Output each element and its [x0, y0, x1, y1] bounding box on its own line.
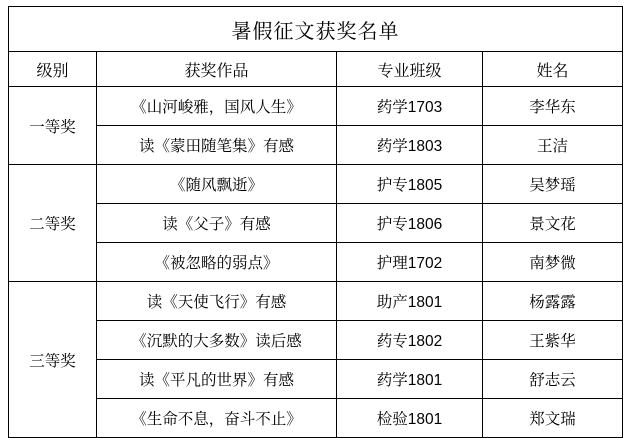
class-name: 助产1801	[337, 282, 483, 321]
table-row	[9, 321, 623, 360]
page-title: 暑假征文获奖名单	[9, 7, 623, 52]
column-header-class: 专业班级	[337, 52, 483, 87]
work-title: 《生命不息，奋斗不止》	[97, 399, 337, 438]
table-row	[9, 126, 623, 165]
work-title: 《随风飘逝》	[97, 165, 337, 204]
award-level-first: 一等奖	[9, 87, 97, 165]
work-title: 读《天使飞行》有感	[97, 282, 337, 321]
column-header-level: 级别	[9, 52, 97, 87]
work-title: 读《父子》有感	[97, 204, 337, 243]
award-level-second: 二等奖	[9, 165, 97, 282]
class-name: 药学1803	[337, 126, 483, 165]
table-row	[9, 360, 623, 399]
table-row	[9, 282, 623, 321]
column-header-work: 获奖作品	[97, 52, 337, 87]
student-name: 舒志云	[483, 360, 623, 399]
class-name: 护专1806	[337, 204, 483, 243]
class-name: 药专1802	[337, 321, 483, 360]
class-name: 护理1702	[337, 243, 483, 282]
student-name: 李华东	[483, 87, 623, 126]
class-name: 检验1801	[337, 399, 483, 438]
table-row	[9, 243, 623, 282]
student-name: 王洁	[483, 126, 623, 165]
student-name: 杨露露	[483, 282, 623, 321]
class-name: 护专1805	[337, 165, 483, 204]
work-title: 《沉默的大多数》读后感	[97, 321, 337, 360]
column-header-name: 姓名	[483, 52, 623, 87]
work-title: 读《平凡的世界》有感	[97, 360, 337, 399]
table-row	[9, 87, 623, 126]
class-name: 药学1801	[337, 360, 483, 399]
table-title-row	[9, 7, 623, 52]
work-title: 《被忽略的弱点》	[97, 243, 337, 282]
table-row	[9, 165, 623, 204]
student-name: 王紫华	[483, 321, 623, 360]
student-name: 郑文瑞	[483, 399, 623, 438]
student-name: 南梦微	[483, 243, 623, 282]
table-row	[9, 399, 623, 438]
work-title: 读《蒙田随笔集》有感	[97, 126, 337, 165]
student-name: 吴梦瑶	[483, 165, 623, 204]
class-name: 药学1703	[337, 87, 483, 126]
work-title: 《山河峻雅，国风人生》	[97, 87, 337, 126]
student-name: 景文花	[483, 204, 623, 243]
table-header-row	[9, 52, 623, 87]
table-row	[9, 204, 623, 243]
award-list-table	[8, 6, 623, 438]
award-level-third: 三等奖	[9, 282, 97, 438]
